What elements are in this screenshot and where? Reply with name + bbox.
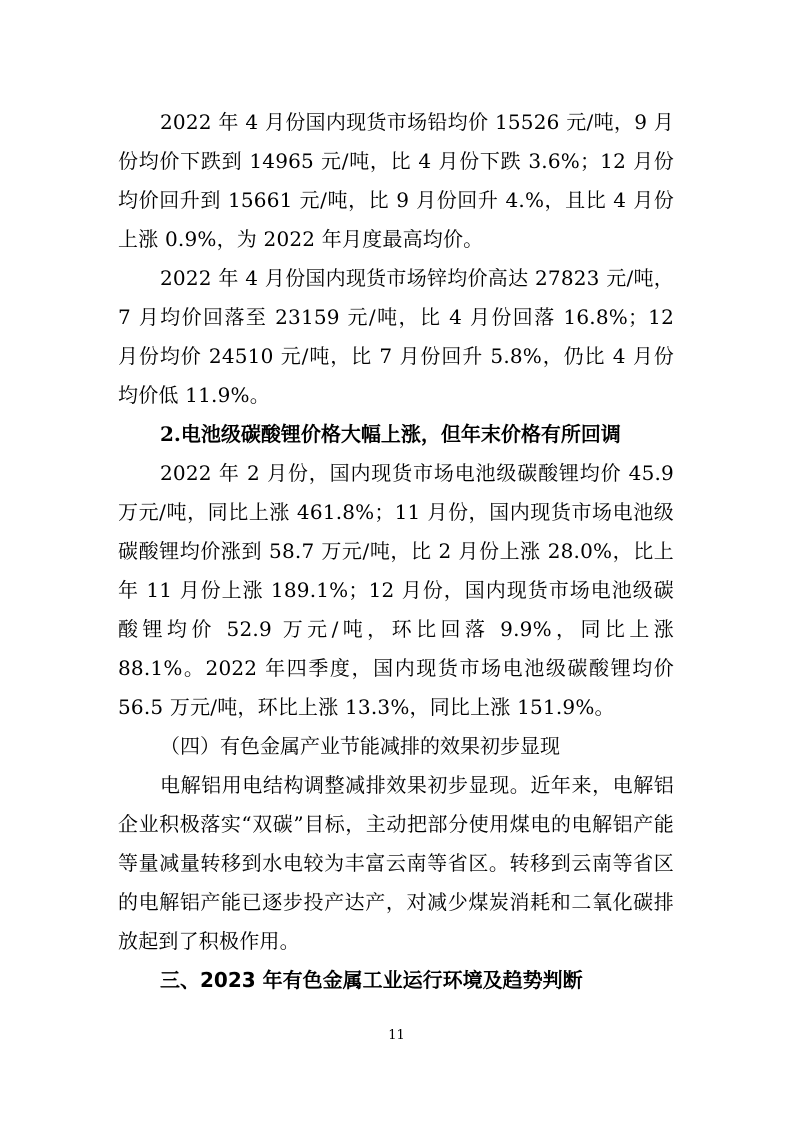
heading-lithium-carbonate: 2.电池级碳酸锂价格大幅上涨，但年末价格有所回调 — [160, 422, 621, 446]
document-body — [118, 103, 674, 1000]
page-number: 11 — [388, 1028, 405, 1043]
heading-energy-saving: （四）有色金属产业节能减排的效果初步显现 — [160, 734, 560, 758]
paragraph-lead-price: 2022 年 4 月份国内现货市场铅均价 15526 元/吨，9 月份均价下跌到 14965 元/吨，比 4 月份下跌 3.6%；12 月份均价回升到 15661 元/吨，比 9 月份回升 4.%，且比 4 月份上涨 0.9%，为 2022 年月度最高均价。 — [118, 110, 674, 251]
paragraph-electrolytic-aluminum: 电解铝用电结构调整减排效果初步显现。近年来，电解铝企业积极落实“双碳”目标，主动把部分使用煤电的电解铝产能等量减量转移到水电较为丰富云南等省区。转移到云南等省区的电解铝产能已逐步投产达产，对减少煤炭消耗和二氧化碳排放起到了积极作用。 — [118, 773, 674, 953]
paragraph-zinc-price: 2022 年 4 月份国内现货市场锌均价高达 27823 元/吨，7 月均价回落至 23159 元/吨，比 4 月份回落 16.8%；12 月份均价 24510 元/吨，比 7 月份回升 5.8%，仍比 4 月份均价低 11.9%。 — [118, 266, 674, 407]
heading-chapter-three: 三、2023 年有色金属工业运行环境及趋势判断 — [160, 968, 583, 992]
paragraph-lithium-price: 2022 年 2 月份，国内现货市场电池级碳酸锂均价 45.9 万元/吨，同比上涨 461.8%；11 月份，国内现货市场电池级碳酸锂均价涨到 58.7 万元/吨，比 2 月份上涨 28.0%，比上年 11 月份上涨 189.1%；12 月份，国内现货市场电池级碳酸锂均价 52.9 万元/吨，环比回落 9.9%，同比上涨 88.1%。2022 年四季度，国内现货市场电池级碳酸锂均价 56.5 万元/吨，环比上涨 13.3%，同比上涨 151.9%。 — [118, 461, 674, 719]
